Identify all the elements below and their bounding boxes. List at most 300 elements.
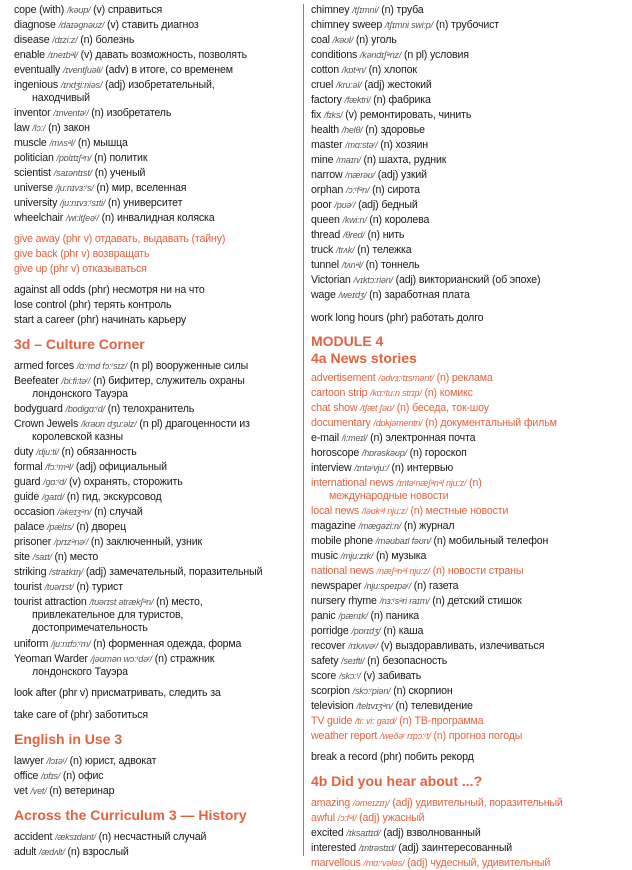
vocab-word: chat show [311, 402, 358, 414]
vocab-transcription: /tʊərɪst/ [44, 582, 74, 592]
vocab-transcription: /tʃɪmni/ [352, 5, 379, 15]
vocab-word: interested [311, 842, 357, 854]
vocab-entry [311, 505, 625, 518]
vocab-transcription: /kɒtᵊn/ [341, 65, 366, 75]
vocab-transcription: /ɒfɪs/ [41, 771, 61, 781]
vocab-translation: справиться [107, 4, 163, 16]
vocab-part-of-speech: (n) [435, 19, 449, 31]
vocab-entry [14, 360, 302, 373]
vocab-word: mobile phone [311, 535, 373, 547]
vocab-word: interview [311, 462, 352, 474]
vocab-translation: взволнованный [406, 827, 481, 839]
vocab-entry [311, 289, 625, 302]
vocab-entry [14, 785, 302, 798]
vocab-word: international news [311, 477, 394, 489]
vocab-part-of-speech: (n) [403, 520, 417, 532]
vocab-part-of-speech: (adj) [359, 812, 380, 824]
vocab-word: site [14, 551, 30, 563]
vocab-word: office [14, 770, 39, 782]
vocab-entry [311, 827, 625, 840]
vocab-translation: офис [78, 770, 104, 782]
vocab-transcription: /dju:ti/ [36, 447, 59, 457]
vocab-transcription: /dɒkjəmentri/ [373, 418, 423, 428]
vocab-word: adult [14, 846, 37, 858]
vocab-translation: каша [398, 625, 424, 637]
vocab-word: formal [14, 461, 43, 473]
vocab-translation: беседа, ток-шоу [412, 402, 489, 414]
vocab-word: occasion [14, 506, 55, 518]
vocab-part-of-speech: (v) [107, 19, 119, 31]
vocab-word: panic [311, 610, 336, 622]
vocab-transcription: /fɔ:ʳmᵊl/ [45, 462, 74, 472]
vocab-part-of-speech: (phr v) [62, 233, 93, 245]
vocab-part-of-speech: (v) [69, 476, 81, 488]
vocab-part-of-speech: (adj) [395, 274, 417, 286]
vocab-word: vet [14, 785, 28, 797]
vocab-part-of-speech: (n) [69, 755, 83, 767]
vocab-translation: гид, экскурсовод [82, 491, 162, 503]
vocab-transcription: /pɒrɪdʒ/ [351, 626, 381, 636]
vocab-word: coal [311, 34, 330, 46]
vocab-word: e-mail [311, 432, 339, 444]
vocab-entry [14, 403, 302, 416]
vocab-word: health [311, 124, 339, 136]
vocab-translation: нить [382, 229, 405, 241]
vocab-word: give away [14, 233, 60, 245]
vocab-entry [14, 755, 302, 768]
vocab-translation: турист [91, 581, 123, 593]
vocab-translation: отдавать, выдавать (тайну) [94, 233, 226, 245]
vocab-part-of-speech: (phr) [77, 314, 99, 326]
vocab-transcription: /pʊəʳ/ [334, 200, 356, 210]
vocab-translation: ставить диагноз [121, 19, 199, 31]
vocab-part-of-speech: (n) [77, 137, 91, 149]
vocab-part-of-speech: (n) [425, 417, 438, 429]
vocab-translation: заботиться [94, 709, 148, 721]
vocab-translation: университет [123, 197, 183, 209]
vocab-entry [311, 477, 625, 503]
vocab-entry [14, 299, 302, 312]
vocab-translation: ужасный [382, 812, 425, 824]
vocab-translation: викторианский (об эпохе) [418, 274, 541, 286]
vocab-word: poor [311, 199, 332, 211]
vocab-word: Victorian [311, 274, 351, 286]
vocab-entry [311, 715, 625, 728]
vocab-translation: работать долго [410, 312, 484, 324]
vocab-transcription: /vet/ [30, 786, 47, 796]
vocab-translation: тоннель [380, 259, 420, 271]
vocab-entry [311, 184, 625, 197]
vocab-word: give back [14, 248, 58, 260]
vocab-translation: безопасность [382, 655, 448, 667]
vocab-entry [14, 461, 302, 474]
vocab-translation: ученый [110, 167, 146, 179]
vocab-word: music [311, 550, 338, 562]
vocab-transcription: /əmeɪzɪŋ/ [352, 798, 390, 808]
vocab-translation: фабрика [388, 94, 431, 106]
vocab-translation: королева [384, 214, 430, 226]
vocab-translation: новости страны [447, 565, 524, 577]
vocab-word: Beefeater [14, 375, 59, 387]
vocab-entry [311, 417, 625, 430]
vocab-part-of-speech: (adj) [377, 169, 399, 181]
vocab-word: factory [311, 94, 342, 106]
vocab-part-of-speech: (n) [48, 122, 61, 134]
vocab-transcription: /tʌnᵊl/ [341, 260, 363, 270]
vocab-part-of-speech: (adj) [407, 857, 428, 869]
vocab-entry [14, 152, 302, 165]
vocab-transcription: /ɔ:fᵊl/ [337, 813, 357, 823]
vocab-entry [14, 182, 302, 195]
vocab-word: recover [311, 640, 346, 652]
vocab-part-of-speech: (adj) [104, 79, 126, 91]
vocab-word: university [14, 197, 58, 209]
vocab-part-of-speech: (n) [154, 653, 168, 665]
vocab-word: truck [311, 244, 334, 256]
vocab-entry [311, 312, 625, 325]
vocab-part-of-speech: (n) [372, 184, 385, 196]
vocab-transcription: /ɑ:ʳmd fɔ:ʳsɪz/ [76, 361, 127, 371]
vocab-transcription: /saɪəntɪst/ [53, 168, 92, 178]
vocab-part-of-speech: (n) [94, 152, 107, 164]
vocab-translation: побить рекорд [404, 751, 474, 763]
vocab-part-of-speech: (n) [357, 244, 370, 256]
vocab-entry [14, 79, 302, 105]
vocab-entry [311, 447, 625, 460]
vocab-transcription: /saɪt/ [32, 552, 52, 562]
vocab-word: start a career [14, 314, 75, 326]
vocab-word: muscle [14, 137, 47, 149]
vocab-entry [311, 580, 625, 593]
vocab-transcription: /ləʊkᵊl nju:z/ [361, 506, 408, 516]
vocab-translation-continued: находчивый [32, 92, 90, 104]
vocab-translation: место [69, 551, 99, 563]
vocab-transcription: /mju:zɪk/ [340, 551, 374, 561]
vocab-part-of-speech: (phr v) [58, 687, 89, 699]
vocab-transcription: /seɪfti/ [341, 656, 365, 666]
vocab-word: wheelchair [14, 212, 64, 224]
vocab-transcription: /i:meɪl/ [341, 433, 368, 443]
vocab-part-of-speech: (phr) [380, 751, 402, 763]
vocab-part-of-speech: (n) [76, 521, 89, 533]
vocab-translation: жестокий [387, 79, 432, 91]
vocab-translation: несчастный случай [113, 831, 207, 843]
vocab-part-of-speech: (n) [80, 34, 93, 46]
vocab-entry [311, 19, 625, 32]
vocab-word: Yeoman Warder [14, 653, 88, 665]
vocab-part-of-speech: (n) [424, 387, 437, 399]
vocab-part-of-speech: (v) [345, 109, 358, 121]
vocab-part-of-speech: (phr) [70, 709, 92, 721]
vocab-word: nursery rhyme [311, 595, 377, 607]
vocab-translation: случай [109, 506, 143, 518]
vocab-translation: дворец [91, 521, 127, 533]
vocab-part-of-speech: (n) [54, 551, 67, 563]
vocab-transcription: /mɑ:ʳvələs/ [363, 858, 405, 868]
vocab-translation: закон [63, 122, 90, 134]
vocab-part-of-speech: (v) [93, 4, 106, 16]
vocab-part-of-speech: (n) [67, 846, 80, 858]
vocab-transcription: /ɪneɪbᵊl/ [47, 50, 78, 60]
vocab-word: score [311, 670, 337, 682]
vocab-translation: паника [385, 610, 420, 622]
vocab-entry [311, 94, 625, 107]
vocab-transcription: /kraʊn dʒu:əlz/ [80, 419, 137, 429]
vocab-translation: бифитер, служитель охраны [108, 375, 245, 387]
vocab-translation: комикс [439, 387, 473, 399]
vocab-transcription: /ju:nɪvɜ:ʳsɪti/ [60, 198, 106, 208]
vocab-transcription: /pɒlɪtɪʃᵊn/ [56, 153, 92, 163]
vocab-word: law [14, 122, 30, 134]
vocab-translation: музыка [391, 550, 427, 562]
vocab-translation: интервью [406, 462, 454, 474]
vocab-word: advertisement [311, 372, 376, 384]
vocab-word: newspaper [311, 580, 362, 592]
vocab-entry [14, 846, 302, 859]
vocab-part-of-speech: (adj) [392, 797, 413, 809]
vocab-part-of-speech: (n) [93, 638, 106, 650]
vocab-word: master [311, 139, 343, 151]
vocab-part-of-speech: (n) [62, 770, 76, 782]
vocab-entry [311, 79, 625, 92]
vocab-transcription: /bi:fi:təʳ/ [61, 376, 91, 386]
vocab-transcription: /vɪktɔ:riən/ [353, 275, 393, 285]
vocab-entry [14, 638, 302, 651]
vocab-transcription: /ju:nɪvɜ:ʳs/ [55, 183, 94, 193]
vocab-translation: начинать карьеру [101, 314, 187, 326]
vocab-word: chimney [311, 4, 350, 16]
vocab-translation: ТВ-программа [414, 715, 484, 727]
vocab-word: duty [14, 446, 34, 458]
vocab-entry [311, 857, 625, 870]
vocab-entry [311, 214, 625, 227]
vocab-part-of-speech: (phr) [386, 312, 408, 324]
vocab-word: palace [14, 521, 45, 533]
vocab-entry [14, 167, 302, 180]
vocab-part-of-speech: (n) [432, 595, 445, 607]
vocab-transcription: /næʃᵊnᵊl nju:z/ [376, 566, 430, 576]
vocab-transcription: /fɪks/ [323, 110, 343, 120]
vocab-entry [14, 4, 302, 17]
vocab-transcription: /dɪzi:z/ [52, 35, 78, 45]
vocab-word: narrow [311, 169, 343, 181]
vocab-entry [14, 314, 302, 327]
vocab-transcription: /mægəzi:n/ [358, 521, 402, 531]
vocab-part-of-speech: (n) [469, 477, 482, 489]
vocab-transcription: /hɒrəskəʊp/ [361, 448, 407, 458]
vocab-entry [311, 34, 625, 47]
vocab-word: lose control [14, 299, 67, 311]
vocab-word: thread [311, 229, 341, 241]
vocab-translation: давать возможность, позволять [95, 49, 247, 61]
vocab-part-of-speech: (phr v) [60, 248, 90, 260]
vocab-translation: возвращать [92, 248, 150, 260]
vocab-translation: вооруженные силы [155, 360, 249, 372]
vocab-translation: замечательный, поразительный [109, 566, 263, 578]
vocab-entry [311, 610, 625, 623]
vocab-word: universe [14, 182, 53, 194]
vocab-word: tourist [14, 581, 42, 593]
vocab-word: inventor [14, 107, 51, 119]
vocab-part-of-speech: (adj) [383, 827, 404, 839]
section-heading: MODULE 4 [311, 333, 384, 349]
vocab-word: take care of [14, 709, 68, 721]
vocab-entry [311, 64, 625, 77]
vocab-part-of-speech: (n) [383, 625, 396, 637]
vocab-transcription: /tʊərɪst ətrækʃᵊn/ [89, 597, 154, 607]
vocab-part-of-speech: (adj) [398, 842, 419, 854]
vocab-part-of-speech: (adv) [105, 64, 129, 76]
vocab-word: fix [311, 109, 322, 121]
vocab-word: mine [311, 154, 334, 166]
vocab-entry [14, 122, 302, 135]
vocab-word: marvellous [311, 857, 361, 869]
vocab-transcription: /kəʊp/ [66, 5, 91, 15]
vocab-translation: мышца [93, 137, 128, 149]
vocab-transcription: /straɪkɪŋ/ [49, 567, 84, 577]
vocab-transcription: /kəndɪʃᵊnz/ [360, 50, 402, 60]
vocab-transcription: /lɔɪəʳ/ [46, 756, 67, 766]
vocab-part-of-speech: (n) [370, 610, 383, 622]
vocab-word: give up [14, 263, 48, 275]
vocab-part-of-speech: (n) [365, 259, 379, 271]
vocab-word: look after [14, 687, 57, 699]
vocab-entry [311, 730, 625, 743]
vocab-part-of-speech: (n) [101, 212, 115, 224]
vocab-part-of-speech: (n) [90, 536, 104, 548]
vocab-part-of-speech: (n) [367, 229, 380, 241]
vocab-transcription: /skɔ:ʳpiən/ [352, 686, 391, 696]
vocab-word: striking [14, 566, 47, 578]
vocab-part-of-speech: (n) [380, 139, 393, 151]
vocab-translation: здоровье [380, 124, 425, 136]
vocab-translation: тележка [372, 244, 412, 256]
vocab-transcription: /ɪntəʳvju:/ [354, 463, 389, 473]
vocab-part-of-speech: (n) [432, 565, 446, 577]
vocab-translation: хозяин [395, 139, 428, 151]
vocab-transcription: /nɜ:ʳsᵊri raɪm/ [379, 596, 430, 606]
vocab-part-of-speech: (n) [92, 375, 106, 387]
vocab-translation: детский стишок [447, 595, 522, 607]
vocab-translation: терять контроль [93, 299, 172, 311]
vocab-word: lawyer [14, 755, 44, 767]
vocab-transcription: /gaɪd/ [41, 492, 64, 502]
vocab-translation: журнал [419, 520, 455, 532]
section-heading: 3d – Culture Corner [14, 336, 145, 352]
vocab-translation: инвалидная коляска [116, 212, 215, 224]
vocab-entry [311, 169, 625, 182]
section-heading: 4b Did you hear about ...? [311, 773, 483, 789]
vocab-part-of-speech: (phr) [88, 284, 110, 296]
vocab-translation: заинтересованный [421, 842, 513, 854]
vocab-translation: местные новости [425, 505, 509, 517]
vocab-entry [311, 565, 625, 578]
vocab-translation: изобретательный, [128, 79, 215, 91]
vocab-word: awful [311, 812, 335, 824]
vocab-entry [311, 670, 625, 683]
vocab-entry [14, 770, 302, 783]
section-heading: 4a News stories [311, 350, 417, 366]
vocab-translation: место, [171, 596, 203, 608]
vocab-transcription: /nærəʊ/ [345, 170, 375, 180]
vocab-translation: телевидение [410, 700, 473, 712]
vocab-translation: уголь [371, 34, 397, 46]
vocab-word: bodyguard [14, 403, 63, 415]
vocab-part-of-speech: (n) [107, 197, 121, 209]
vocab-part-of-speech: (n) [107, 403, 121, 415]
vocab-part-of-speech: (n) [409, 447, 423, 459]
vocab-transcription: /ɔ:ʳfᵊn/ [345, 185, 370, 195]
vocab-entry [311, 124, 625, 137]
vocab-part-of-speech: (n) [393, 685, 406, 697]
vocab-word: conditions [311, 49, 358, 61]
vocab-translation: документальный фильм [440, 417, 557, 429]
vocab-transcription: /əkeɪʒᵊn/ [57, 507, 92, 517]
vocab-word: disease [14, 34, 50, 46]
vocab-translation: труба [396, 4, 424, 16]
vocab-part-of-speech: (n) [49, 785, 62, 797]
vocab-entry [14, 551, 302, 564]
vocab-part-of-speech: (adj) [85, 566, 107, 578]
vocab-entry [14, 491, 302, 504]
vocab-translation: взрослый [82, 846, 129, 858]
vocab-part-of-speech: (n) [370, 432, 383, 444]
vocab-word: scientist [14, 167, 51, 179]
vocab-part-of-speech: (n) [363, 154, 376, 166]
vocab-translation: хлопок [383, 64, 417, 76]
vocab-entry [14, 506, 302, 519]
vocab-entry [311, 274, 625, 287]
vocab-entry [311, 244, 625, 257]
vocab-part-of-speech: (n) [355, 34, 369, 46]
vocab-translation: стражник [170, 653, 215, 665]
vocab-translation: изобретатель [106, 107, 172, 119]
vocab-part-of-speech: (v) [363, 670, 376, 682]
vocab-entry [311, 595, 625, 608]
vocab-part-of-speech: (n) [365, 124, 378, 136]
vocab-transcription: /maɪn/ [336, 155, 361, 165]
vocab-transcription: /ɪnventəʳ/ [53, 108, 89, 118]
vocab-transcription: /tʃɪmni swi:p/ [384, 20, 433, 30]
vocab-entry [14, 19, 302, 32]
vocab-word: guide [14, 491, 40, 503]
vocab-word: ingenious [14, 79, 59, 91]
vocab-entry [14, 566, 302, 579]
vocab-translation: узкий [401, 169, 427, 181]
vocab-word: wage [311, 289, 336, 301]
vocab-transcription: /nju:speɪpəʳ/ [364, 581, 411, 591]
vocab-word: scorpion [311, 685, 350, 697]
vocab-word: armed forces [14, 360, 75, 372]
vocab-transcription: /ədvɜ:ʳtɪsmənt/ [378, 373, 434, 383]
vocab-translation-continued: привлекательное для туристов, [32, 609, 184, 621]
vocab-transcription: /ædʌlt/ [39, 847, 65, 857]
vocab-translation: обязанность [76, 446, 137, 458]
vocab-translation-continued: королевской казны [32, 431, 123, 443]
vocab-entry [311, 199, 625, 212]
vocab-entry [14, 233, 302, 246]
vocab-transcription: /æksɪdənt/ [55, 832, 96, 842]
vocab-part-of-speech: (n) [373, 94, 386, 106]
vocab-word: enable [14, 49, 45, 61]
vocab-translation: ветеринар [64, 785, 115, 797]
vocab-transcription: /lɔ:/ [32, 123, 46, 133]
vocab-entry [14, 49, 302, 62]
vocab-part-of-speech: (n pl) [139, 418, 163, 430]
vocab-word: accident [14, 831, 53, 843]
vocab-entry [14, 709, 302, 722]
vocab-word: television [311, 700, 354, 712]
